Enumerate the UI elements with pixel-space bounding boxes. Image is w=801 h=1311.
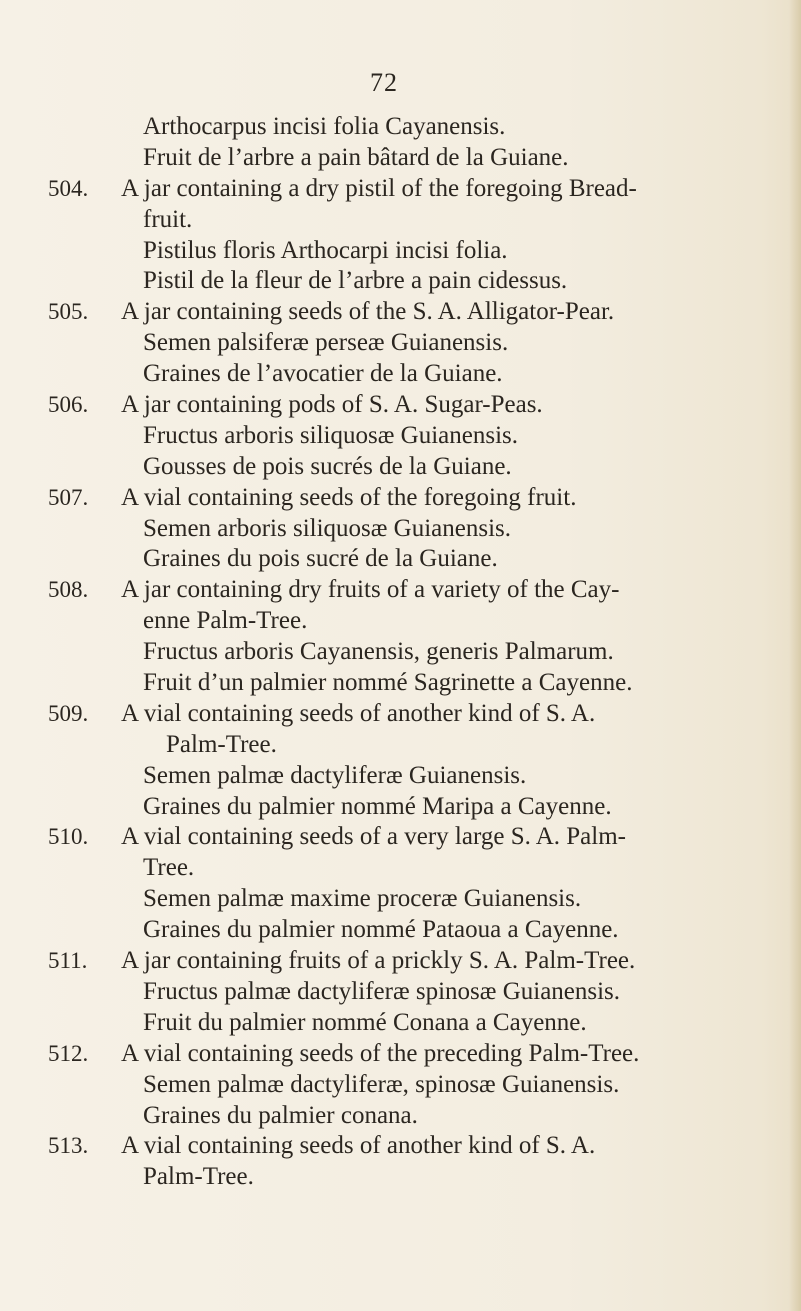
catalog-line — [0, 328, 801, 359]
catalog-line — [0, 544, 801, 575]
entry-text: Pistil de la fleur de l’arbre a pain cidessus. — [143, 267, 568, 295]
catalog-line — [0, 699, 801, 730]
catalog-line — [0, 514, 801, 545]
entry-number: 513. — [48, 1133, 89, 1159]
entry-description: A vial containing seeds of the preceding Palm-Tree. — [121, 1039, 640, 1067]
catalog-line — [0, 359, 801, 390]
catalog-line — [0, 266, 801, 297]
entry-number: 509. — [48, 700, 89, 726]
entry-description: A vial containing seeds of another kind of S. A. — [121, 699, 596, 727]
catalog-text — [0, 112, 801, 1193]
entry-description: A vial containing seeds of a very large S. A. Palm- — [121, 823, 626, 851]
entry-number: 507. — [48, 484, 89, 510]
catalog-line — [0, 792, 801, 823]
catalog-line — [0, 730, 801, 761]
entry-text: Fructus palmæ dactyliferæ spinosæ Guianensis. — [143, 977, 621, 1005]
entry-text: fruit. — [143, 205, 193, 233]
entry-text: Semen palsiferæ perseæ Guianensis. — [143, 329, 509, 357]
catalog-line — [0, 390, 801, 421]
entry-text: Pistilus floris Arthocarpi incisi folia. — [143, 236, 508, 264]
entry-number: 512. — [48, 1040, 89, 1066]
entry-text: Palm-Tree. — [143, 1163, 254, 1191]
catalog-line — [0, 1008, 801, 1039]
page-number: 72 — [370, 68, 398, 97]
entry-text: Graines du palmier conana. — [143, 1101, 418, 1129]
entry-text: Fructus arboris siliquosæ Guianensis. — [143, 421, 518, 449]
entry-text: Fruit d’un palmier nommé Sagrinette a Cayenne. — [143, 669, 633, 697]
entry-description: A jar containing a dry pistil of the foregoing Bread- — [121, 174, 637, 202]
entry-description: A vial containing seeds of the foregoing fruit. — [121, 483, 577, 511]
catalog-line — [0, 915, 801, 946]
entry-text: Graines du pois sucré de la Guiane. — [143, 545, 498, 573]
catalog-line — [0, 297, 801, 328]
entry-text: Semen palmæ maxime proceræ Guianensis. — [143, 885, 582, 913]
entry-description: A jar containing fruits of a prickly S. A. Palm-Tree. — [121, 947, 636, 975]
entry-text: Graines du palmier nommé Maripa a Cayenne. — [143, 792, 612, 820]
catalog-line — [0, 853, 801, 884]
entry-description: A jar containing seeds of the S. A. Alligator-Pear. — [121, 298, 615, 326]
entry-text: Tree. — [143, 854, 195, 882]
entry-text: Semen arboris siliquosæ Guianensis. — [143, 514, 512, 542]
catalog-line — [0, 822, 801, 853]
catalog-line — [0, 946, 801, 977]
catalog-line — [0, 174, 801, 205]
entry-text: Fructus arboris Cayanensis, generis Palmarum. — [143, 638, 614, 666]
catalog-line — [0, 637, 801, 668]
entry-number: 505. — [48, 299, 89, 325]
entry-text: Fruit du palmier nommé Conana a Cayenne. — [143, 1008, 587, 1036]
entry-text: Semen palmæ dactyliferæ, spinosæ Guianensis. — [143, 1070, 620, 1098]
catalog-line — [0, 421, 801, 452]
entry-number: 506. — [48, 392, 89, 418]
catalog-line — [0, 1162, 801, 1193]
entry-number: 508. — [48, 577, 89, 603]
entry-text: Fruit de l’arbre a pain bâtard de la Guiane. — [143, 143, 569, 171]
catalog-line — [0, 668, 801, 699]
entry-description: A jar containing dry fruits of a variety of the Cay- — [121, 576, 620, 604]
catalog-line — [0, 112, 801, 143]
catalog-line — [0, 977, 801, 1008]
entry-text: Semen palmæ dactyliferæ Guianensis. — [143, 761, 527, 789]
catalog-line — [0, 606, 801, 637]
catalog-line — [0, 236, 801, 267]
catalog-line — [0, 761, 801, 792]
catalog-line — [0, 884, 801, 915]
entry-number: 510. — [48, 824, 89, 850]
entry-number: 511. — [48, 948, 88, 974]
entry-description: A jar containing pods of S. A. Sugar-Peas. — [121, 391, 543, 419]
entry-text: Palm-Tree. — [166, 730, 277, 758]
catalog-line — [0, 205, 801, 236]
catalog-line — [0, 1039, 801, 1070]
entry-text: Arthocarpus incisi folia Cayanensis. — [143, 113, 506, 140]
entry-number: 504. — [48, 175, 89, 201]
catalog-line — [0, 1101, 801, 1132]
entry-text: Graines de l’avocatier de la Guiane. — [143, 360, 503, 388]
catalog-line — [0, 143, 801, 174]
entry-text: Graines du palmier nommé Pataoua a Cayenne. — [143, 916, 619, 944]
catalog-line — [0, 1070, 801, 1101]
entry-description: A vial containing seeds of another kind of S. A. — [121, 1132, 596, 1160]
catalog-line — [0, 1131, 801, 1162]
entry-text: Gousses de pois sucrés de la Guiane. — [143, 452, 512, 480]
catalog-line — [0, 452, 801, 483]
catalog-line — [0, 575, 801, 606]
catalog-line — [0, 483, 801, 514]
entry-text: enne Palm-Tree. — [143, 607, 308, 635]
